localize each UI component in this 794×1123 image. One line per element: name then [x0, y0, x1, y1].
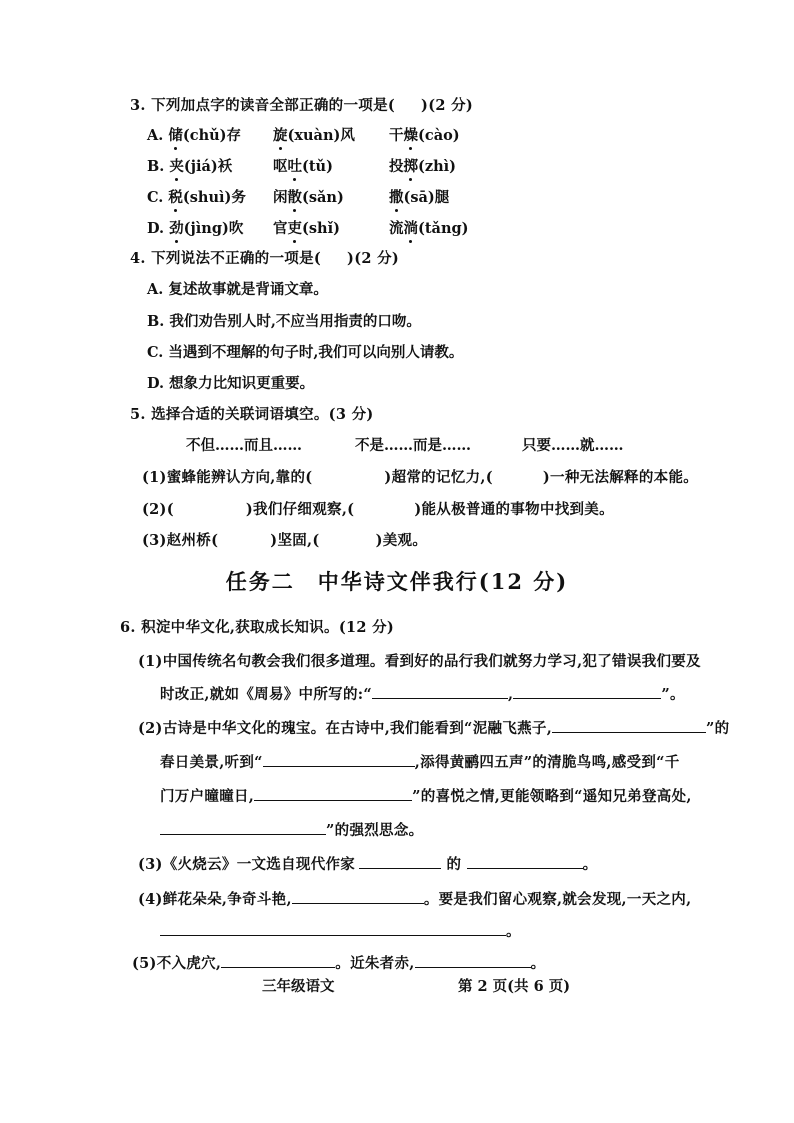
footer-subject: 三年级语文 — [262, 978, 335, 995]
q6-part4-line2 — [160, 920, 521, 941]
q6-p4-blank-1[interactable] — [292, 889, 424, 904]
word-part: (sā)腿 — [403, 189, 450, 206]
word-part: (jìng)吹 — [183, 220, 244, 237]
q6-part3 — [138, 853, 597, 874]
q3-option-d-word2 — [273, 217, 340, 238]
q4-score: )(2 分) — [347, 250, 400, 267]
sentence-text: 。 — [506, 923, 521, 940]
sentence-text: (3)赵州桥( — [142, 532, 219, 549]
q6-p3-blank-2[interactable] — [467, 854, 583, 869]
q6-p1-blank-1[interactable] — [372, 684, 508, 699]
word-part: (shuì)务 — [182, 189, 246, 206]
sentence-text: )能从极普通的事物中找到美。 — [414, 501, 614, 518]
dotted-char: 旋 — [273, 124, 288, 145]
q3-option-b-word2 — [273, 155, 333, 176]
sentence-text: )坚固,( — [270, 532, 320, 549]
sentence-text: )一种无法解释的本能。 — [542, 469, 699, 486]
sentence-text: (2)( — [142, 501, 174, 518]
dotted-char: 吏 — [288, 217, 303, 238]
dotted-char: 掷 — [404, 155, 419, 176]
dotted-char: 税 — [168, 186, 183, 207]
q6-part1-line1: (1)中国传统名句教会我们很多道理。看到好的品行我们就努力学习,犯了错误我们要及 — [138, 653, 701, 670]
q6-p2-blank-1[interactable] — [552, 718, 706, 733]
sentence-text: ”的喜悦之情,更能领略到“遥知兄弟登高处, — [412, 788, 692, 805]
sentence-text: 。近朱者赤, — [335, 955, 415, 972]
sentence-text: (3)《火烧云》一文选自现代作家 — [138, 856, 356, 873]
option-label: D. — [147, 220, 165, 237]
sentence-text: 春日美景,听到“ — [160, 754, 263, 771]
option-label: A. — [147, 127, 164, 144]
q6-stem: 6. 积淀中华文化,获取成长知识。(12 分) — [120, 619, 395, 636]
word-part: (zhì) — [418, 158, 457, 175]
q6-p2-blank-2[interactable] — [263, 752, 415, 767]
q6-part2-line1 — [138, 717, 730, 738]
sentence-text: 。 — [530, 955, 546, 972]
sentence-text: ”的 — [706, 720, 730, 737]
word-part: 流 — [389, 220, 404, 237]
q3-stem — [130, 94, 473, 115]
word-part: (sǎn) — [302, 189, 344, 206]
dotted-char: 夹 — [169, 155, 184, 176]
q3-option-a — [147, 124, 241, 145]
q5-sentence-3 — [142, 529, 427, 550]
q6-part5 — [132, 952, 545, 973]
q6-part2-line2 — [160, 751, 680, 772]
q6-p2-blank-4[interactable] — [160, 820, 326, 835]
q6-p2-blank-3[interactable] — [254, 786, 412, 801]
word-part: 官 — [273, 220, 288, 237]
q3-option-c — [147, 186, 246, 207]
sentence-text: 时改正,就如《周易》中所写的:“ — [160, 686, 373, 703]
q6-part2-line4 — [160, 819, 423, 840]
sentence-text: (2)古诗是中华文化的瑰宝。在古诗中,我们能看到“泥融飞燕子, — [138, 720, 553, 737]
sentence-text: ”。 — [661, 686, 685, 703]
word-part: (chǔ)存 — [182, 127, 242, 144]
dotted-char: 散 — [288, 186, 303, 207]
sentence-text: (1)蜜蜂能辨认方向,靠的( — [142, 469, 313, 486]
section-title: 任务二 中华诗文伴我行(12 分) — [225, 569, 569, 594]
word-part: 投 — [389, 158, 404, 175]
q5-stem: 5. 选择合适的关联词语填空。(3 分) — [130, 406, 374, 423]
word-part: 干 — [389, 127, 404, 144]
dotted-char: 撒 — [389, 186, 404, 207]
word-part: (xuàn)风 — [287, 127, 355, 144]
sentence-text: (5)不入虎穴, — [132, 955, 222, 972]
sentence-text: )我们仔细观察,( — [245, 501, 355, 518]
q4-stem — [130, 247, 399, 268]
q5-sentence-2 — [142, 498, 614, 519]
dotted-char: 吐 — [288, 155, 303, 176]
option-label: C. — [147, 189, 164, 206]
word-part: 闲 — [273, 189, 288, 206]
q3-option-a-word3 — [389, 124, 460, 145]
word-part: (shǐ) — [302, 220, 340, 237]
q6-p5-blank-2[interactable] — [415, 953, 531, 968]
q3-option-c-word2 — [273, 186, 344, 207]
q5-choice-1: 不但……而且…… — [186, 437, 302, 454]
dotted-char: 储 — [168, 124, 183, 145]
q4-option-d: D. 想象力比知识更重要。 — [147, 375, 315, 392]
q5-choice-2: 不是……而是…… — [355, 437, 471, 454]
option-label: B. — [147, 158, 165, 175]
sentence-text: )超常的记忆力,( — [384, 469, 493, 486]
sentence-text: 门万户曈曈日, — [160, 788, 255, 805]
q3-option-a-word2 — [273, 124, 355, 145]
q6-p5-blank-1[interactable] — [221, 953, 335, 968]
word-part: (cào) — [418, 127, 460, 144]
footer-page-number: 第 2 页(共 6 页) — [458, 978, 571, 995]
q3-stem-text: 3. 下列加点字的读音全部正确的一项是( — [130, 97, 396, 114]
q4-option-b: B. 我们劝告别人时,不应当用指责的口吻。 — [147, 313, 421, 330]
q3-score: )(2 分) — [421, 97, 474, 114]
sentence-text: 。 — [582, 856, 598, 873]
q4-stem-text: 4. 下列说法不正确的一项是( — [130, 250, 322, 267]
dotted-char: 淌 — [404, 217, 419, 238]
word-part: (tǔ) — [302, 158, 333, 175]
q4-option-a: A. 复述故事就是背诵文章。 — [147, 281, 328, 298]
q6-part1-line2 — [160, 683, 685, 704]
sentence-text: )美观。 — [375, 532, 428, 549]
q3-option-d-word3 — [389, 217, 469, 238]
dotted-char: 劲 — [169, 217, 184, 238]
sentence-text: , — [508, 686, 514, 703]
sentence-text: 。要是我们留心观察,就会发现,一天之内, — [423, 891, 692, 908]
q3-option-c-word3 — [389, 186, 449, 207]
q6-part4-line1 — [138, 888, 691, 909]
q3-option-b — [147, 155, 232, 176]
sentence-text: 的 — [446, 856, 462, 873]
q3-option-b-word3 — [389, 155, 456, 176]
q6-part2-line3 — [160, 785, 692, 806]
dotted-char: 燥 — [404, 124, 419, 145]
sentence-text: (4)鲜花朵朵,争奇斗艳, — [138, 891, 292, 908]
sentence-text: ,添得黄鹂四五声”的清脆鸟鸣,感受到“千 — [414, 754, 680, 771]
word-part: (tǎng) — [418, 220, 469, 237]
word-part: (jiá)袄 — [183, 158, 233, 175]
q5-choice-3: 只要……就…… — [522, 437, 624, 454]
q5-sentence-1 — [142, 466, 698, 487]
sentence-text: ”的强烈思念。 — [326, 822, 424, 839]
q6-p1-blank-2[interactable] — [513, 684, 661, 699]
q3-option-d — [147, 217, 243, 238]
q4-option-c: C. 当遇到不理解的句子时,我们可以向别人请教。 — [147, 344, 464, 361]
q6-p4-blank-2[interactable] — [160, 921, 506, 936]
word-part: 呕 — [273, 158, 288, 175]
q6-p3-blank-1[interactable] — [359, 854, 441, 869]
